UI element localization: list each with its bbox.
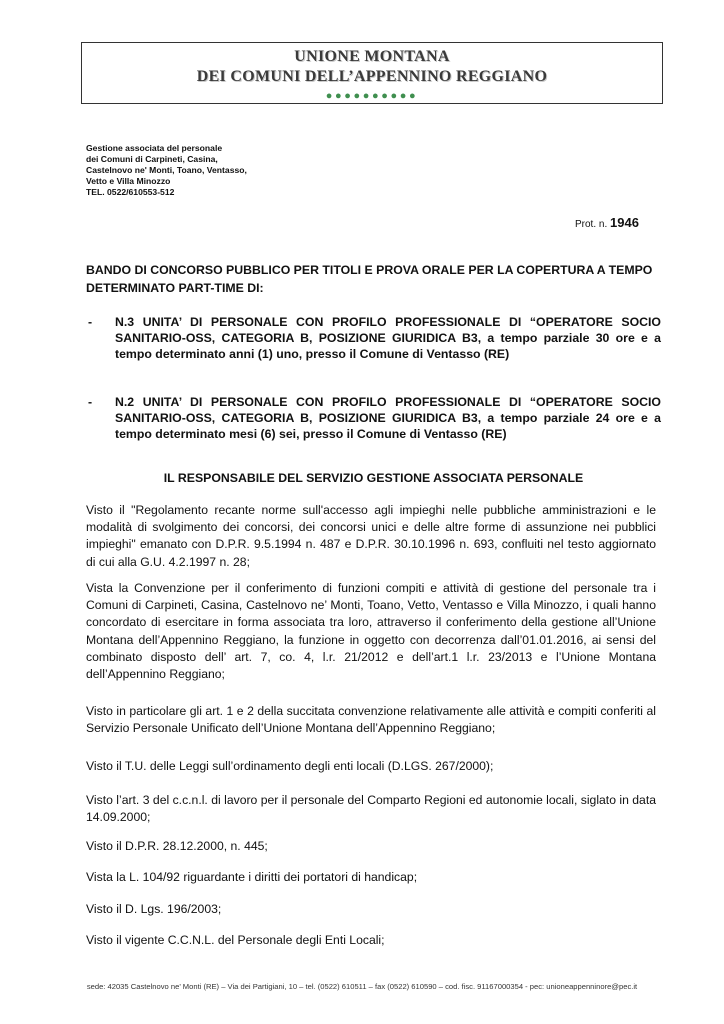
responsible-heading: IL RESPONSABILE DEL SERVIZIO GESTIONE ASSOCIATA PERSONALE	[163, 471, 584, 485]
paragraph: Visto il T.U. delle Leggi sull’ordinamento degli enti locali (D.LGS. 267/2000);	[86, 759, 494, 773]
paragraph: Visto il vigente C.C.N.L. del Personale degli Enti Locali;	[86, 933, 385, 947]
paragraph: Visto il "Regolamento recante norme sull'accesso agli impieghi nelle pubbliche amministrazioni e le modalità di svolgimento dei concorsi, dei concorsi unici e delle altre forme di assunzione nei pubblici impieghi" emanato con D.P.R. 9.5.1994 n. 487 e D.P.R. 30.10.1996 n. 693, confluiti nel testo aggiornato di cui alla G.U. 4.2.1997 n. 28;	[86, 503, 656, 569]
position-item	[86, 314, 661, 362]
notice-title: BANDO DI CONCORSO PUBBLICO PER TITOLI E PROVA ORALE PER LA COPERTURA A TEMPO DETERMINATO PART-TIME DI:	[86, 263, 653, 295]
paragraph: Vista la L. 104/92 riguardante i diritti dei portatori di handicap;	[86, 870, 418, 884]
office-line: Vetto e Villa Minozzo	[86, 176, 171, 186]
position-item	[86, 394, 661, 442]
letterhead-dots: ●●●●●●●●●●	[325, 90, 419, 102]
paragraph: Vista la Convenzione per il conferimento di funzioni compiti e attività di gestione del personale tra i Comuni di Carpineti, Casina, Castelnovo ne’ Monti, Toano, Vetto, Ventasso e Villa Minozzo, i quali hanno concordato di esercitare in forma associata tra loro, attraverso il conferimento della gestione all’Unione Montana dell’Appennino Reggiano, la funzione in oggetto con decorrenza dall’01.01.2016, ai sensi del combinato disposto dell’ art. 7, co. 4, l.r. 21/2012 e dell’art.1 l.r. 23/2013 e l’Unione Montana dell’Appennino Reggiano;	[86, 581, 656, 682]
bullet-dash: -	[88, 315, 93, 329]
paragraph: Visto in particolare gli art. 1 e 2 della succitata convenzione relativamente alle attività e compiti conferiti al Servizio Personale Unificato dell’Unione Montana dell’Appennino Reggiano;	[86, 704, 656, 736]
office-line: Castelnovo ne' Monti, Toano, Ventasso,	[86, 165, 247, 175]
position-item-text: N.2 UNITA’ DI PERSONALE CON PROFILO PROFESSIONALE DI “OPERATORE SOCIO SANITARIO-OSS, CATEGORIA B, POSIZIONE GIURIDICA B3, a tempo parziale 24 ore e a tempo determinato mesi (6) sei, presso il Comune di Ventasso (RE)	[115, 395, 661, 441]
paragraph: Visto l’art. 3 del c.c.n.l. di lavoro per il personale del Comparto Regioni ed autonomie locali, siglato in data 14.09.2000;	[86, 793, 656, 825]
protocol-value: 1946	[610, 215, 639, 230]
letterhead-line-1: UNIONE MONTANA	[294, 48, 450, 65]
paragraph: Visto il D.P.R. 28.12.2000, n. 445;	[86, 839, 268, 853]
protocol-label: Prot. n.	[575, 219, 608, 230]
office-line: TEL. 0522/610553-512	[86, 187, 175, 197]
bullet-dash: -	[88, 395, 93, 409]
footer-address: sede: 42035 Castelnovo ne’ Monti (RE) – Via dei Partigiani, 10 – tel. (0522) 610511 – fax (0522) 610590 – cod. fisc. 91167000354 - pec: unioneappenninore@pec.it	[86, 982, 638, 991]
paragraph: Visto il D. Lgs. 196/2003;	[86, 902, 222, 916]
office-line: Gestione associata del personale	[86, 143, 223, 153]
office-info	[86, 143, 247, 198]
position-item-text: N.3 UNITA’ DI PERSONALE CON PROFILO PROFESSIONALE DI “OPERATORE SOCIO SANITARIO-OSS, CATEGORIA B, POSIZIONE GIURIDICA B3, a tempo parziale 30 ore e a tempo determinato anni (1) uno, presso il Comune di Ventasso (RE)	[115, 315, 661, 361]
letterhead-line-2: DEI COMUNI DELL’APPENNINO REGGIANO	[196, 68, 548, 85]
office-line: dei Comuni di Carpineti, Casina,	[86, 154, 218, 164]
protocol-number	[575, 215, 639, 230]
letterhead-box	[81, 42, 663, 104]
